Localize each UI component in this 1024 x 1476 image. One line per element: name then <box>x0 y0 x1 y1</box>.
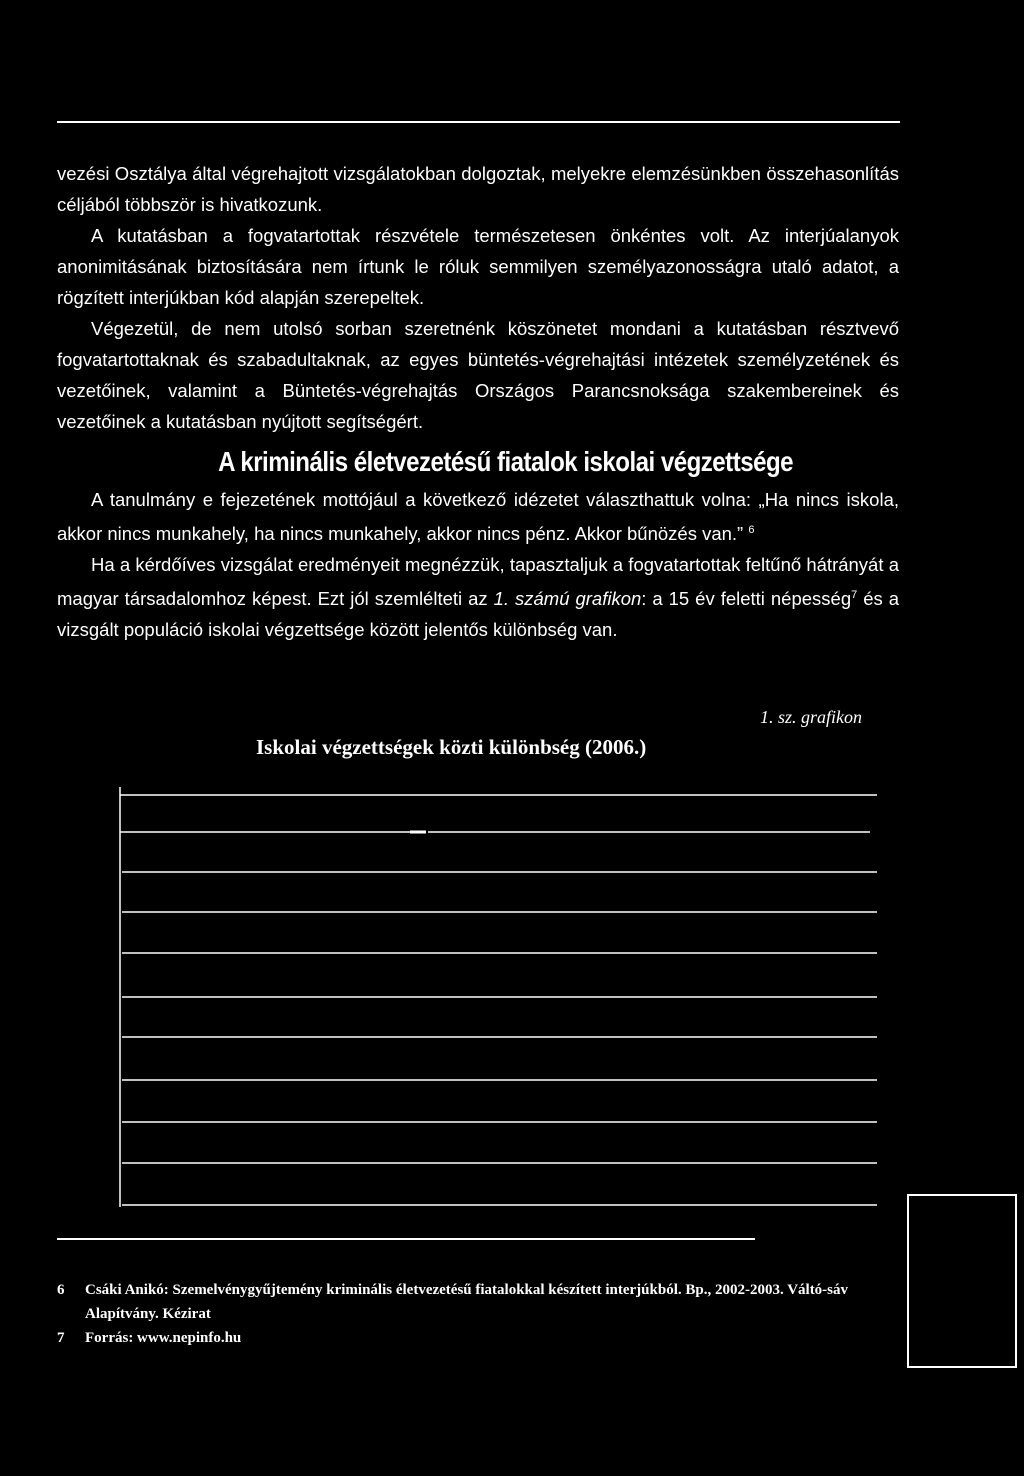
footnote-text: Csáki Anikó: Szemelvénygyűjtemény kriminális életvezetésű fiatalokkal készített interjúkból. Bp., 2002-2003. Váltó-sáv Alapítvány. Kézirat <box>85 1282 849 1322</box>
intro-paragraph-1: vezési Osztálya által végrehajtott vizsgálatokban dolgoztak, melyekre elemzésünkben összehasonlítás céljából többször is hivatkozunk. <box>57 163 899 215</box>
footnote-6 <box>57 1278 897 1326</box>
section-heading: A kriminális életvezetésű fiatalok iskolai végzettsége <box>218 446 794 477</box>
section-paragraph-2-text-a: Ha a kérdőíves vizsgálat eredményeit megnézzük, tapasztaljuk a fogvatartottak feltűnő hátrányát a magyar társadalomhoz képest. Ezt jól szemlélteti az <box>57 554 899 610</box>
chart-reference: 1. számú grafikon <box>493 588 642 610</box>
footnote-7 <box>57 1326 897 1350</box>
intro-paragraph-3: Végezetül, de nem utolsó sorban szeretnénk köszönetet mondani a kutatásban résztvevő fogvatartottaknak és szabadultaknak, az egyes büntetés-végrehajtási intézetek személyzetének és vezetőinek, valamint a Büntetés-végrehajtás Országos Parancsnoksága szakembereinek és vezetőinek a kutatásban nyújtott segítségért. <box>57 318 899 432</box>
chart-title: Iskolai végzettségek közti különbség (2006.) <box>256 735 647 759</box>
section-paragraph-2-text-b: : a 15 év feletti népesség <box>641 588 852 610</box>
footnote-number: 7 <box>57 1330 65 1346</box>
footnote-ref-6: 6 <box>748 524 755 536</box>
footnotes <box>57 1278 897 1350</box>
footnote-text: Forrás: www.nepinfo.hu <box>85 1330 242 1346</box>
section-paragraph-1-text: A tanulmány e fejezetének mottójául a következő idézetet választhattuk volna: „Ha nincs iskola, akkor nincs munkahely, ha nincs munkahely, akkor nincs pénz. Akkor bűnözés van.” <box>57 489 899 545</box>
footnote-rule <box>57 1238 755 1240</box>
footnote-number: 6 <box>57 1282 65 1298</box>
intro-paragraph-2: A kutatásban a fogvatartottak részvétele természetesen önkéntes volt. Az interjúalanyok anonimitásának biztosítására nem írtunk le róluk semmilyen személyazonosságra utaló adatot, a rögzített interjúkban kód alapján szerepeltek. <box>57 225 899 308</box>
corner-box <box>907 1194 1017 1368</box>
footnote-ref-7: 7 <box>851 589 858 602</box>
section-paragraph-2-text-c: és a vizsgált populáció iskolai végzettsége között jelentős különbség van. <box>57 588 899 641</box>
chart-label: 1. sz. grafikon <box>760 707 863 727</box>
